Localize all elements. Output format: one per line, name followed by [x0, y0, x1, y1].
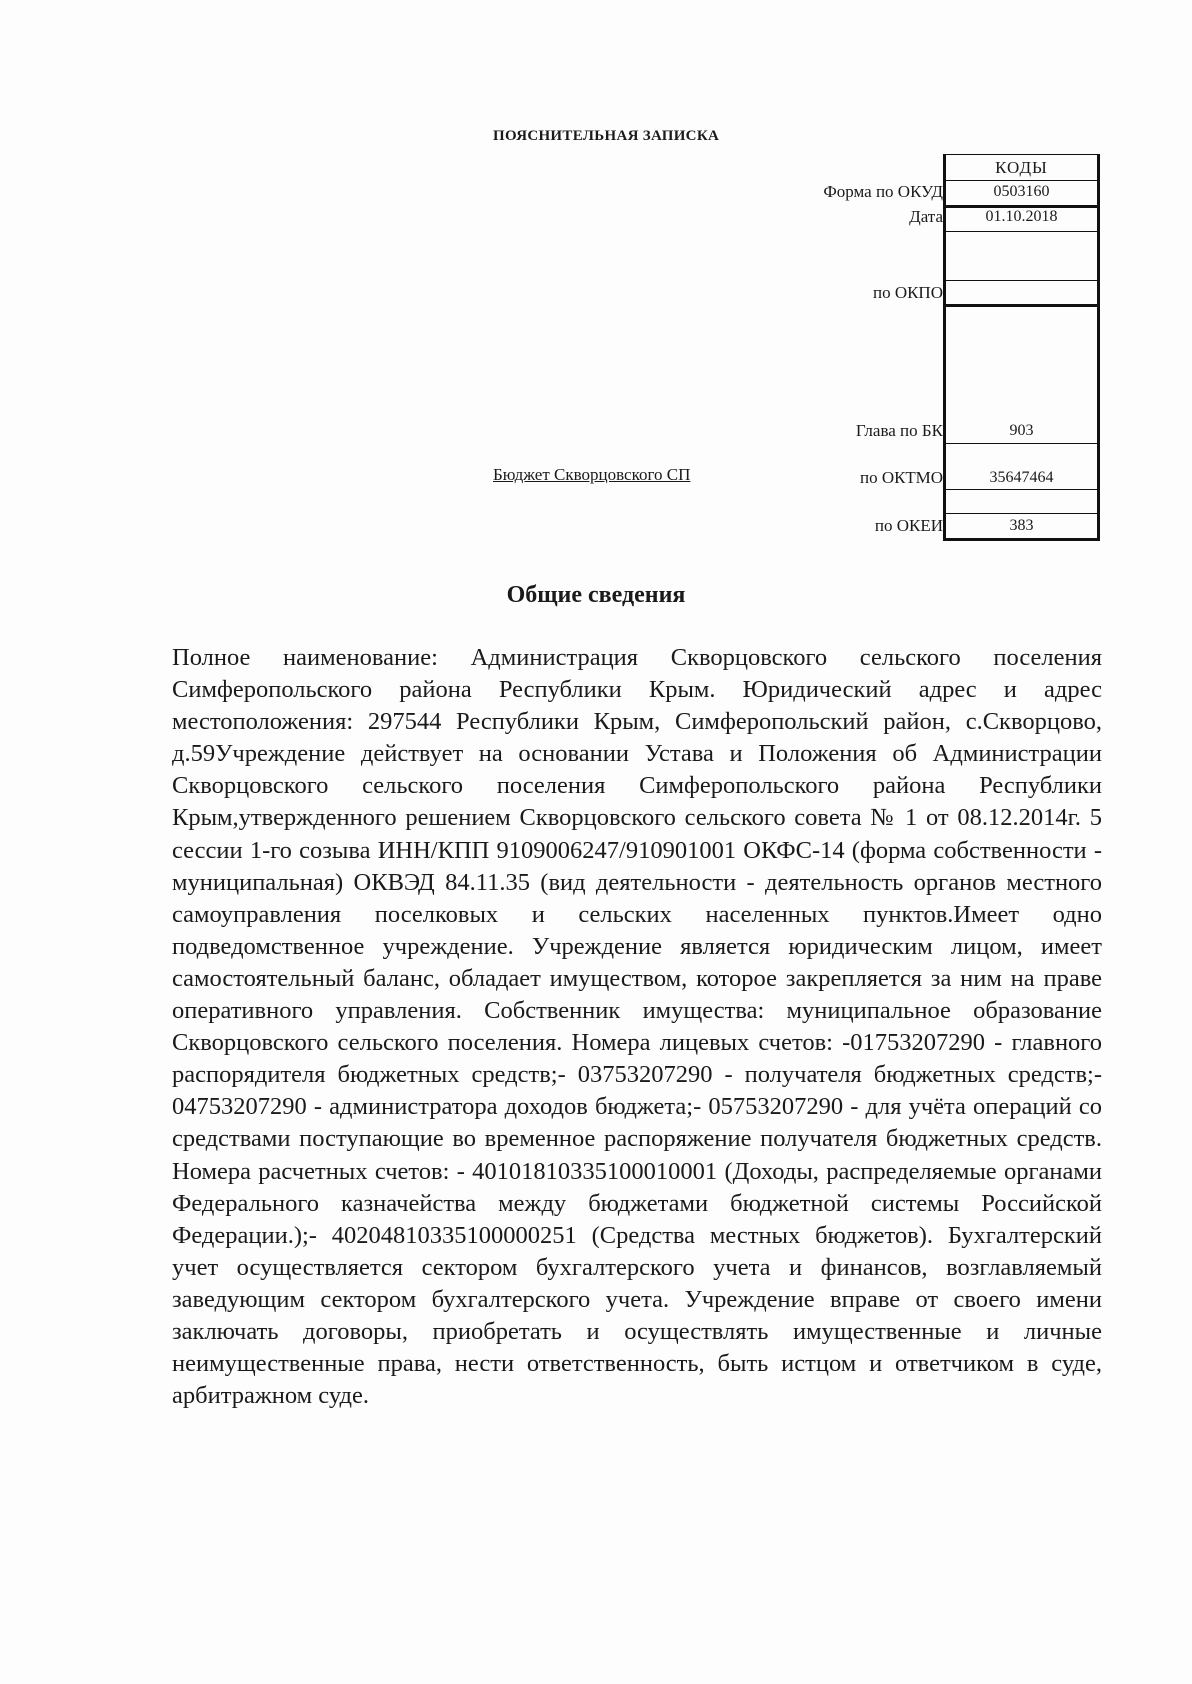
codes-table-header: КОДЫ [943, 154, 1100, 180]
date-value: 01.10.2018 [985, 208, 1058, 225]
bk-value: 903 [1009, 422, 1034, 439]
okei-value: 383 [1009, 517, 1034, 534]
okpo-label: по ОКПО [872, 283, 943, 302]
budget-name: Бюджет Скворцовского СП [493, 465, 691, 484]
section-title: Общие сведения [506, 582, 686, 608]
date-label: Дата [909, 207, 943, 226]
codes-row-divider [946, 304, 1097, 307]
okud-value: 0503160 [993, 183, 1050, 200]
codes-row-divider [946, 443, 1097, 444]
okei-label: по ОКЕИ [874, 516, 943, 535]
codes-row-divider [946, 280, 1097, 281]
codes-row-divider [946, 489, 1097, 490]
general-info-paragraph: Полное наименование: Администрация Скворцовского сельского поселения Симферопольского района Республики Крым. Юридический адрес и адрес местоположения: 297544 Республики Крым, Симферопольский район, с.Скворцово, д.59Учреждение действует на основании Устава и Положения об Администрации Скворцовского сельского поселения Симферопольского района Республики Крым,утвержденного решением Скворцовского сельского совета № 1 от 08.12.2014г. 5 сессии 1-го созыва ИНН/КПП 9109006247/910901001 ОКФС-14 (форма собственности - муниципальная) ОКВЭД 84.11.35 (вид деятельности - деятельность органов местного самоуправления поселковых и сельских населенных пунктов.Имеет одно подведомственное учреждение. Учреждение является юридическим лицом, имеет самостоятельный баланс, обладает имуществом, которое закрепляется за ним на праве оперативного управления. Собственник имущества: муниципальное образование Скворцовского сельского поселения. Номера лицевых счетов: -01753207290 - главного распорядителя бюджетных средств;- 03753207290 - получателя бюджетных средств;- 04753207290 - администратора доходов бюджета;- 05753207290 - для учёта операций со средствами поступающие во временное распоряжение получателя бюджетных средств. Номера расчетных счетов: - 40101810335100010001 (Доходы, распределяемые органами Федерального казначейства между бюджетами бюджетной системы Российской Федерации.);- 40204810335100000251 (Средства местных бюджетов). Бухгалтерский учет осуществляется сектором бухгалтерского учета и финансов, возглавляемый заведующим сектором бухгалтерского учета. Учреждение вправе от своего имени заключать договоры, приобретать и осуществлять имущественные и личные неимущественные права, нести ответственность, быть истцом и ответчиком в суде, арбитражном суде. [172, 644, 1102, 1410]
oktmo-label: по ОКТМО [859, 468, 943, 487]
oktmo-value: 35647464 [989, 469, 1054, 486]
codes-row-divider [946, 180, 1097, 181]
codes-row-divider [946, 231, 1097, 232]
bk-label: Глава по БК [855, 421, 943, 440]
codes-row-divider [946, 513, 1097, 514]
document-title: ПОЯСНИТЕЛЬНАЯ ЗАПИСКА [493, 128, 720, 144]
okud-label: Форма по ОКУД [823, 182, 943, 201]
